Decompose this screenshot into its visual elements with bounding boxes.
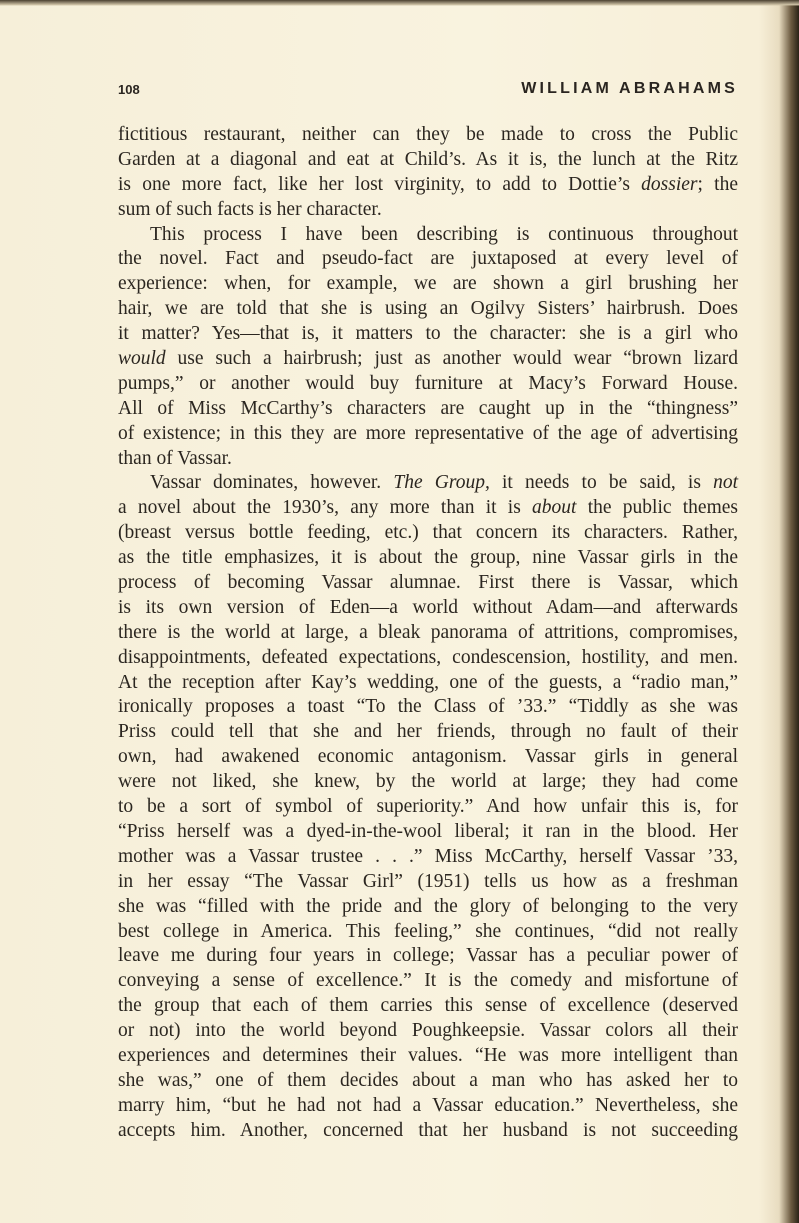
text-line: [118, 297, 738, 322]
italic-text: dossier: [641, 173, 698, 195]
text-line: [118, 969, 738, 994]
paragraph: [118, 123, 738, 223]
text-run: (breast versus bottle feeding, etc.) that concern its characters. Rather,: [118, 522, 738, 544]
text-run: or not) into the world beyond Poughkeepsie. Vassar colors all their: [118, 1020, 738, 1042]
italic-text: not: [713, 472, 738, 494]
running-head: WILLIAM ABRAHAMS: [521, 80, 738, 97]
text-line: [118, 148, 738, 173]
text-line: [118, 1119, 738, 1144]
text-run: This process I have been describing is continuous throughout: [150, 223, 738, 245]
text-run: disappointments, defeated expectations, condescension, hostility, and men.: [118, 646, 738, 668]
text-line: [118, 521, 738, 546]
text-run: is one more fact, like her lost virginity, to add to Dottie’s: [118, 173, 642, 195]
text-run: to be a sort of symbol of superiority.” And how unfair this is, for: [118, 796, 738, 818]
text-run: Garden at a diagonal and eat at Child’s. As it is, the lunch at the Ritz: [118, 148, 738, 170]
text-run: experience: when, for example, we are shown a girl brushing her: [118, 273, 738, 295]
italic-text: would: [118, 348, 166, 370]
text-line: [118, 372, 738, 397]
text-line: [118, 447, 738, 472]
text-run: were not liked, she knew, by the world at large; they had come: [118, 771, 738, 793]
text-run: All of Miss McCarthy’s characters are caught up in the “thingness”: [118, 397, 738, 419]
text-line: [118, 994, 738, 1019]
text-run: ; the: [697, 173, 738, 195]
text-line: [118, 1094, 738, 1119]
text-line: [118, 646, 738, 671]
text-line: [118, 845, 738, 870]
text-run: it matter? Yes—that is, it matters to the character: she is a girl who: [118, 323, 738, 345]
text-run: hair, we are told that she is using an Ogilvy Sisters’ hairbrush. Does: [118, 298, 738, 320]
text-run: conveying a sense of excellence.” It is the comedy and misfortune of: [118, 970, 738, 992]
text-run: the group that each of them carries this sense of excellence (deserved: [118, 995, 738, 1017]
text-run: in her essay “The Vassar Girl” (1951) tells us how as a freshman: [118, 870, 738, 892]
text-line: [118, 695, 738, 720]
text-line: [118, 870, 738, 895]
text-run: ironically proposes a toast “To the Class of ’33.” “Tiddly as she was: [118, 696, 738, 718]
text-run: she was,” one of them decides about a man who has asked her to: [118, 1069, 738, 1091]
text-line: [118, 795, 738, 820]
text-line: [118, 770, 738, 795]
text-run: fictitious restaurant, neither can they be made to cross the Public: [118, 124, 738, 145]
page-top-edge: [0, 0, 799, 6]
text-run: experiences and determines their values. “He was more intelligent than: [118, 1044, 738, 1066]
text-line: [118, 471, 738, 496]
text-line: [118, 123, 738, 148]
text-line: [118, 223, 738, 248]
text-line: [118, 671, 738, 696]
text-line: [118, 198, 738, 223]
text-line: [118, 247, 738, 272]
text-line: [118, 745, 738, 770]
paragraph: [118, 471, 738, 1143]
text-run: Vassar dominates, however.: [150, 472, 394, 494]
text-line: [118, 322, 738, 347]
text-run: best college in America. This feeling,” she continues, “did not really: [118, 920, 738, 942]
text-run: it needs to be said, is: [489, 472, 714, 494]
text-line: [118, 571, 738, 596]
text-run: as the title emphasizes, it is about the group, nine Vassar girls in the: [118, 547, 738, 569]
text-run: process of becoming Vassar alumnae. First there is Vassar, which: [118, 572, 738, 594]
text-line: [118, 347, 738, 372]
text-line: [118, 173, 738, 198]
text-run: marry him, “but he had not had a Vassar education.” Nevertheless, she: [118, 1094, 738, 1116]
text-run: mother was a Vassar trustee . . .” Miss McCarthy, herself Vassar ’33,: [118, 845, 738, 867]
text-run: of existence; in this they are more representative of the age of advertising: [118, 422, 738, 444]
text-line: [118, 422, 738, 447]
text-line: [118, 944, 738, 969]
text-line: [118, 1019, 738, 1044]
text-line: [118, 720, 738, 745]
text-line: [118, 496, 738, 521]
italic-text: about: [532, 497, 577, 519]
text-line: [118, 546, 738, 571]
text-run: than of Vassar.: [118, 447, 232, 469]
text-run: she was “filled with the pride and the glory of belonging to the very: [118, 895, 738, 917]
page-header: [118, 80, 738, 102]
paragraph: [118, 223, 738, 472]
text-run: own, had awakened economic antagonism. Vassar girls in general: [118, 746, 738, 768]
text-run: leave me during four years in college; Vassar has a peculiar power of: [118, 945, 738, 967]
text-line: [118, 1044, 738, 1069]
text-line: [118, 1069, 738, 1094]
text-run: use such a hairbrush; just as another would wear “brown lizard: [165, 348, 738, 370]
text-line: [118, 895, 738, 920]
text-line: [118, 621, 738, 646]
text-run: is its own version of Eden—a world without Adam—and afterwards: [118, 596, 738, 618]
text-run: “Priss herself was a dyed-in-the-wool liberal; it ran in the blood. Her: [118, 820, 738, 842]
text-run: the novel. Fact and pseudo-fact are juxtaposed at every level of: [118, 248, 738, 270]
page-number: 108: [118, 82, 140, 97]
text-run: pumps,” or another would buy furniture at Macy’s Forward House.: [118, 372, 738, 394]
text-line: [118, 272, 738, 297]
text-run: there is the world at large, a bleak panorama of attritions, compromises,: [118, 621, 738, 643]
text-line: [118, 397, 738, 422]
text-run: a novel about the 1930’s, any more than it is: [118, 497, 533, 519]
text-line: [118, 820, 738, 845]
text-run: sum of such facts is her character.: [118, 198, 382, 220]
text-run: the public themes: [576, 497, 738, 519]
text-run: At the reception after Kay’s wedding, one of the guests, a “radio man,”: [118, 671, 738, 693]
body-text: [118, 123, 738, 1144]
text-line: [118, 596, 738, 621]
text-run: Priss could tell that she and her friends, through no fault of their: [118, 721, 738, 743]
text-line: [118, 920, 738, 945]
text-run: accepts him. Another, concerned that her husband is not succeeding: [118, 1119, 738, 1141]
italic-text: The Group,: [393, 472, 490, 494]
